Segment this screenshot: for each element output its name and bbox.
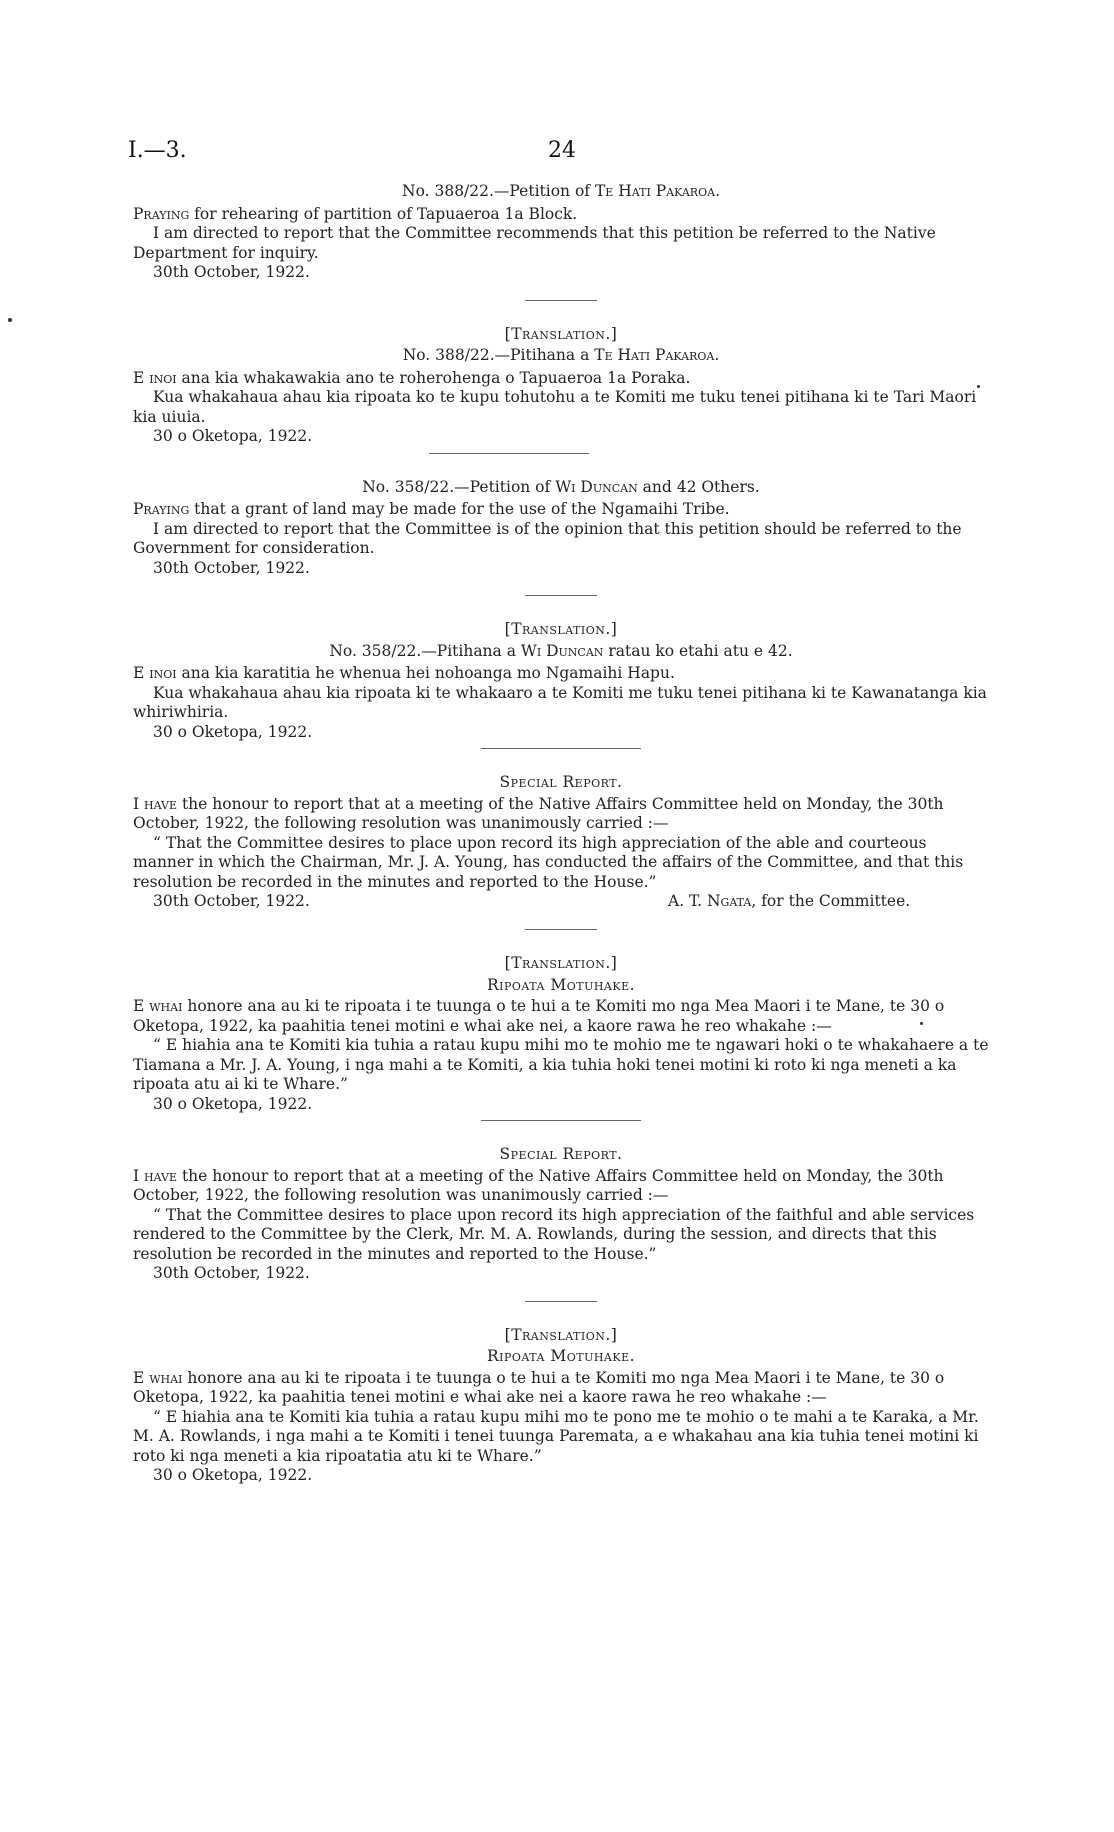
section-divider	[525, 300, 597, 301]
section-divider	[429, 453, 589, 454]
section-divider	[481, 748, 641, 749]
translation-resolution: “ E hiahia ana te Komiti kia tuhia a ratau kupu mihi mo te pono me te mohio o te mahi a te Karaka, a Mr. M. A. Rowlands, i nga mahi a te Komiti i tenei tuunga Paremata, a e whakahau ana kia tuhia tenei motini ki roto ki nga meneti a kia ripoatatia atu ki te Whare.”	[133, 1407, 979, 1465]
scan-speck	[8, 318, 12, 322]
special-report-chairman-section	[133, 773, 989, 912]
petition-388-translation-report: Kua whakahaua ahau kia ripoata ko te kupu tohutohu a te Komiti me tuku tenei pitihana ki te Tari Maori kia uiuia.	[133, 388, 977, 426]
special-report-heading: Special Report.	[499, 1145, 623, 1163]
petition-388-prayer: Praying for rehearing of partition of Tapuaeroa 1a Block.	[133, 204, 578, 223]
petition-388-translation-section	[133, 325, 989, 447]
section-divider	[525, 595, 597, 596]
translation-resolution: “ E hiahia ana te Komiti kia tuhia a ratau kupu mihi mo te mohio me te ngawari hoki o te whakahaere a te Tiamana a Mr. J. A. Young, i nga mahi a te Komiti, a kia tuhia hoki tenei motini ki roto ki nga meneti a ka ripoata atu ai ki te Whare.”	[133, 1036, 989, 1093]
translation-intro: E whai honore ana au ki te ripoata i te tuunga o te hui a te Komiti mo nga Mea Maori i te Mane, te 30 o Oketopa, 1922, ka paahitia tenei motini e whai ake nei, a kaore rawa he reo whakahe :—	[133, 997, 945, 1035]
petition-358-translation-prayer: E inoi ana kia karatitia he whenua hei nohoanga mo Ngamaihi Hapu.	[133, 664, 675, 682]
parliamentary-paper-reference: I.—3.	[128, 138, 187, 163]
page-header	[128, 138, 990, 168]
special-report-resolution: “ That the Committee desires to place upon record its high appreciation of the able and courteous manner in which the Chairman, Mr. J. A. Young, has conducted the affairs of the Committee, and that this resolution be recorded in the minutes and reported to the House.”	[133, 833, 964, 891]
translation-date: 30 o Oketopa, 1922.	[153, 1094, 313, 1113]
petition-388-translation-title: No. 388/22.—Pitihana a Te Hati Pakaroa.	[402, 346, 720, 364]
translation-subheading: Ripoata Motuhake.	[486, 975, 636, 994]
petition-388-section	[133, 182, 989, 283]
petition-358-translation-section	[133, 620, 989, 742]
section-divider	[481, 1120, 641, 1121]
petition-388-translation-prayer: E inoi ana kia whakawakia ano te roherohenga o Tapuaeroa 1a Poraka.	[133, 368, 691, 387]
special-report-resolution: “ That the Committee desires to place upon record its high appreciation of the faithful and able services rendered to the Committee by the Clerk, Mr. M. A. Rowlands, during the session, and directs that this resolution be recorded in the minutes and reported to the House.”	[133, 1205, 975, 1263]
petition-358-date: 30th October, 1922.	[153, 558, 310, 577]
petition-358-translation-report: Kua whakahaua ahau kia ripoata ki te whakaaro a te Komiti me tuku tenei pitihana ki te Kawanatanga kia whiriwhiria.	[133, 683, 987, 721]
petition-388-title: No. 388/22.—Petition of Te Hati Pakaroa.	[402, 182, 720, 200]
petition-358-section	[133, 478, 989, 579]
section-divider	[525, 1301, 597, 1302]
section-divider	[525, 929, 597, 930]
translation-intro: E whai honore ana au ki te ripoata i te tuunga o te hui a te Komiti mo nga Mea Maori i te Mane, te 30 o Oketopa, 1922, ka paahitia tenei motini e whai ake nei a kaore rawa he reo whakahe :—	[133, 1368, 945, 1406]
translation-date: 30 o Oketopa, 1922.	[153, 1466, 313, 1484]
translation-heading: [Translation.]	[504, 1325, 618, 1344]
special-report-intro: I have the honour to report that at a meeting of the Native Affairs Committee held on Monday, the 30th October, 1922, the following resolution was unanimously carried :—	[133, 794, 944, 832]
petition-388-translation-date: 30 o Oketopa, 1922.	[153, 427, 313, 445]
special-report-heading: Special Report.	[499, 773, 623, 791]
petition-358-translation-title: No. 358/22.—Pitihana a Wi Duncan ratau ko etahi atu e 42.	[329, 641, 793, 660]
scan-speck	[977, 385, 980, 388]
translation-heading: [Translation.]	[504, 324, 618, 343]
special-report-clerk-translation-section	[133, 1326, 989, 1486]
petition-358-prayer: Praying that a grant of land may be made for the use of the Ngamaihi Tribe.	[133, 500, 730, 518]
petition-388-report: I am directed to report that the Committee recommends that this petition be referred to the Native Department for inquiry.	[133, 224, 936, 262]
translation-heading: [Translation.]	[504, 620, 618, 638]
translation-heading: [Translation.]	[504, 954, 618, 972]
petitioner-name: Te Hati Pakaroa	[594, 182, 716, 200]
petitioner-name: Wi Duncan	[555, 477, 638, 496]
petition-358-title: No. 358/22.—Petition of Wi Duncan and 42 Others.	[362, 477, 760, 496]
special-report-date: 30th October, 1922.	[153, 1264, 310, 1282]
page-number: 24	[548, 138, 576, 163]
petition-358-report: I am directed to report that the Committee is of the opinion that this petition should be referred to the Government for consideration.	[133, 519, 962, 557]
special-report-signature: A. T. Ngata, for the Committee.	[668, 892, 911, 910]
special-report-signature-row	[133, 892, 989, 912]
translation-subheading: Ripoata Motuhake.	[486, 1347, 636, 1365]
special-report-intro: I have the honour to report that at a meeting of the Native Affairs Committee held on Monday, the 30th October, 1922, the following resolution was unanimously carried :—	[133, 1166, 944, 1204]
scan-speck	[920, 1022, 923, 1025]
petition-358-translation-date: 30 o Oketopa, 1922.	[153, 722, 313, 741]
special-report-clerk-section	[133, 1145, 989, 1284]
page-body	[133, 182, 989, 1486]
petition-388-date: 30th October, 1922.	[153, 263, 310, 281]
special-report-date: 30th October, 1922.	[153, 892, 310, 910]
special-report-chairman-translation-section	[133, 954, 989, 1114]
